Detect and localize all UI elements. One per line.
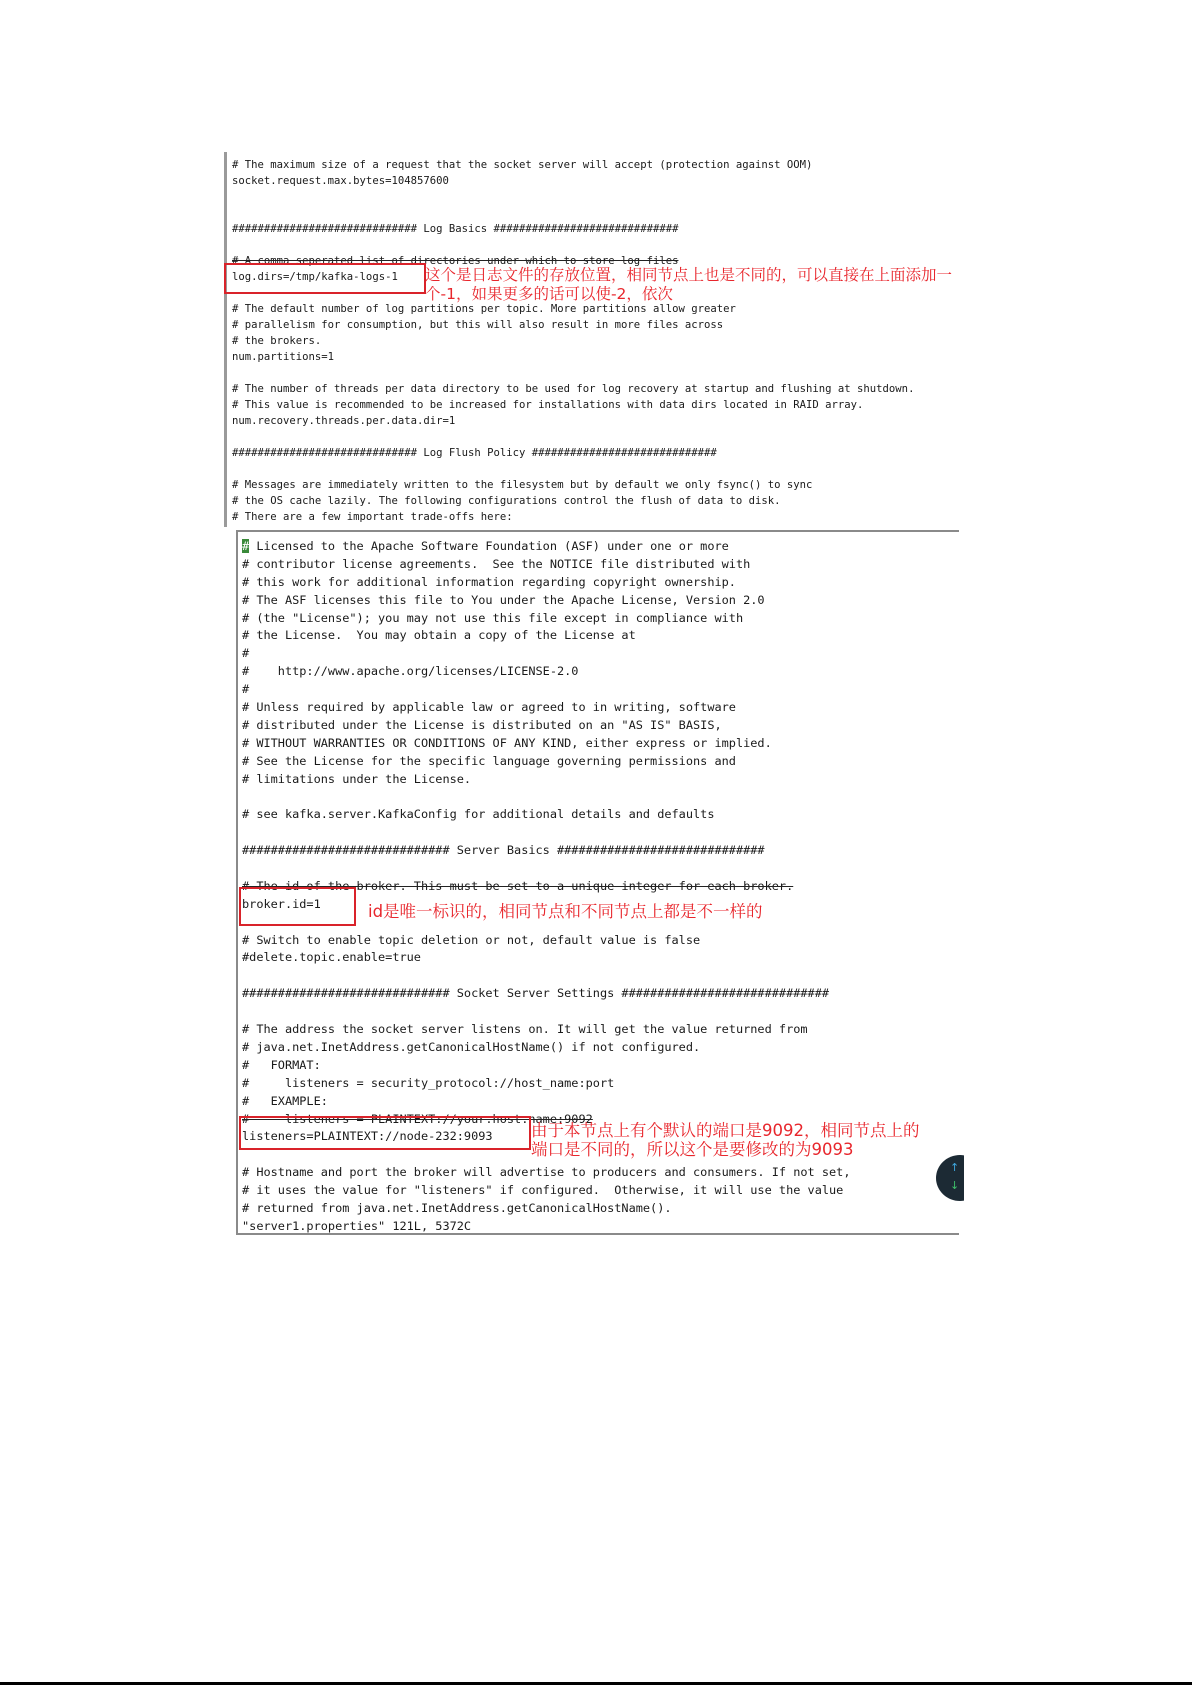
code-lines	[232, 157, 914, 525]
code-line: # Licensed to the Apache Software Foundation (ASF) under one or more	[242, 539, 729, 553]
code-line: # http://www.apache.org/licenses/LICENSE-2.0	[242, 664, 579, 679]
code-line: # (the "License"); you may not use this file except in compliance with	[242, 610, 744, 625]
code-line	[242, 860, 851, 878]
code-line	[242, 967, 851, 985]
listeners-annotation: 由于本节点上有个默认的端口是9092，相同节点上的 端口是不同的，所以这个是要修改的为9093	[531, 1121, 920, 1159]
code-line	[232, 189, 914, 205]
code-line: # java.net.InetAddress.getCanonicalHostName() if not configured.	[242, 1039, 701, 1054]
code-line: # Switch to enable topic deletion or not, default value is false	[242, 932, 701, 947]
code-line: # The maximum size of a request that the socket server will accept (protection against OOM)	[232, 159, 813, 171]
code-line: # Hostname and port the broker will advertise to producers and consumers. If not set,	[242, 1165, 851, 1180]
log-dirs-highlight-box	[224, 263, 426, 294]
code-line: # limitations under the License.	[242, 771, 472, 786]
code-line: # Unless required by applicable law or agreed to in writing, software	[242, 700, 736, 715]
code-line: # The id of the broker. This must be set to a unique integer for each broker.	[242, 878, 794, 893]
up-down-arrows-icon[interactable]: ↑ ↓	[936, 1155, 964, 1201]
code-line: ############################# Socket Server Settings #############################	[242, 986, 830, 1001]
code-line: ############################# Server Basics #############################	[242, 843, 765, 858]
code-line: "server1.properties" 121L, 5372C	[242, 1218, 472, 1233]
code-line: # The address the socket server listens on. It will get the value returned from	[242, 1022, 808, 1037]
code-line: # See the License for the specific language governing permissions and	[242, 753, 736, 768]
code-line	[242, 788, 851, 806]
code-line	[232, 365, 914, 381]
code-line: # the OS cache lazily. The following configurations control the flush of data to disk.	[232, 495, 781, 507]
text-cursor: #	[242, 539, 250, 553]
broker-id-highlight-box	[239, 887, 356, 926]
code-line	[242, 824, 851, 842]
code-line: socket.request.max.bytes=104857600	[232, 175, 449, 187]
code-line: num.partitions=1	[232, 351, 335, 363]
code-line: # the brokers.	[232, 335, 322, 347]
code-line: #delete.topic.enable=true	[242, 950, 421, 965]
code-line: num.recovery.threads.per.data.dir=1	[232, 415, 456, 427]
code-line: #	[242, 646, 250, 661]
code-line: listeners=PLAINTEXT://node-232:9093	[242, 1129, 493, 1144]
code-line	[232, 429, 914, 445]
code-line: # listeners = security_protocol://host_name:port	[242, 1075, 615, 1090]
code-line: # WITHOUT WARRANTIES OR CONDITIONS OF ANY KIND, either express or implied.	[242, 735, 772, 750]
code-line: ############################# Log Basics #############################	[232, 223, 679, 235]
code-line: # FORMAT:	[242, 1057, 321, 1072]
code-line: # There are a few important trade-offs here:	[232, 511, 513, 523]
code-line: # it uses the value for "listeners" if configured. Otherwise, it will use the value	[242, 1183, 844, 1198]
config-screenshot-log-section	[224, 152, 984, 527]
code-line: broker.id=1	[242, 896, 321, 911]
code-line	[232, 205, 914, 221]
code-line: # listeners = PLAINTEXT://your.host.name:9092	[242, 1111, 593, 1126]
code-line: # parallelism for consumption, but this will also result in more files across	[232, 319, 724, 331]
code-line: # the License. You may obtain a copy of the License at	[242, 628, 636, 643]
code-line: # this work for additional information regarding copyright ownership.	[242, 574, 736, 589]
code-line: # The number of threads per data directory to be used for log recovery at startup and flushing at shutdown.	[232, 383, 915, 395]
code-line: # This value is recommended to be increased for installations with data dirs located in RAID array.	[232, 399, 864, 411]
code-line: log.dirs=/tmp/kafka-logs-1	[232, 271, 398, 283]
code-line: # see kafka.server.KafkaConfig for additional details and defaults	[242, 807, 715, 822]
code-line: # The default number of log partitions per topic. More partitions allow greater	[232, 303, 736, 315]
code-line: # The ASF licenses this file to You under the Apache License, Version 2.0	[242, 592, 765, 607]
code-line: # contributor license agreements. See the NOTICE file distributed with	[242, 556, 751, 571]
broker-id-annotation: id是唯一标识的，相同节点和不同节点上都是不一样的	[368, 902, 763, 921]
code-line: # distributed under the License is distributed on an "AS IS" BASIS,	[242, 717, 722, 732]
code-line: # A comma seperated list of directories under which to store log files	[232, 255, 679, 267]
code-line	[232, 461, 914, 477]
code-line: # returned from java.net.InetAddress.getCanonicalHostName().	[242, 1200, 672, 1215]
code-line: ############################# Log Flush Policy #############################	[232, 447, 717, 459]
code-line: # Messages are immediately written to the filesystem but by default we only fsync() to sync	[232, 479, 813, 491]
code-line: #	[242, 682, 250, 697]
code-line	[232, 237, 914, 253]
log-dirs-annotation: 这个是日志文件的存放位置，相同节点上也是不同的，可以直接在上面添加一 个-1，如果更多的话可以使-2，依次	[425, 266, 953, 303]
listeners-highlight-box	[239, 1116, 531, 1150]
code-line	[242, 1003, 851, 1021]
code-line: # EXAMPLE:	[242, 1093, 328, 1108]
